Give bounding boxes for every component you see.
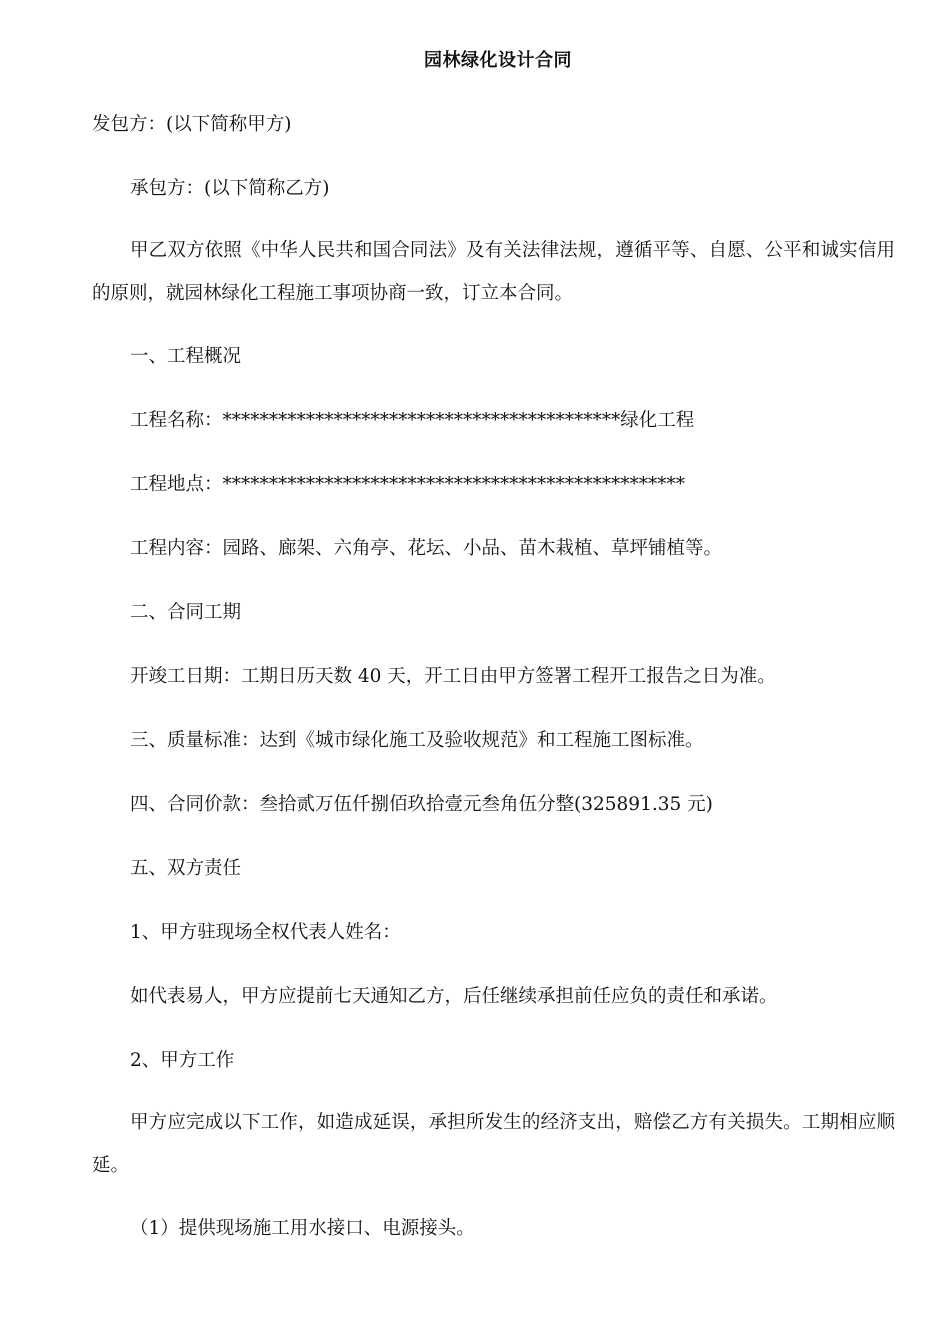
section-1-heading: 一、工程概况 (130, 346, 242, 367)
item-2-paragraph: 甲方应完成以下工作，如造成延误，承担所发生的经济支出，赔偿乙方有关损失。工期相应顺延。 (92, 1112, 895, 1176)
project-name-line: 工程名称：*******************************************绿化工程 (130, 410, 695, 431)
preamble-paragraph: 甲乙双方依照《中华人民共和国合同法》及有关法律法规，遵循平等、自愿、公平和诚实信用的原则，就园林绿化工程施工事项协商一致，订立本合同。 (92, 240, 895, 304)
party-a-line: 发包方：(以下简称甲方) (92, 114, 292, 135)
project-content-line: 工程内容：园路、廊架、六角亭、花坛、小品、苗木栽植、草坪铺植等。 (130, 538, 723, 559)
section-4-line: 四、合同价款：叁拾贰万伍仟捌佰玖拾壹元叁角伍分整(325891.35 元) (130, 794, 713, 815)
schedule-line: 开竣工日期：工期日历天数 40 天，开工日由甲方签署工程开工报告之日为准。 (130, 666, 776, 687)
document-title: 园林绿化设计合同 (424, 50, 572, 71)
section-5-heading: 五、双方责任 (130, 858, 242, 879)
party-b-line: 承包方：(以下简称乙方) (130, 178, 330, 199)
section-3-line: 三、质量标准：达到《城市绿化施工及验收规范》和工程施工图标准。 (130, 730, 704, 751)
item-2-heading: 2、甲方工作 (130, 1050, 235, 1071)
section-2-heading: 二、合同工期 (130, 602, 242, 623)
item-1-text: 如代表易人，甲方应提前七天通知乙方，后任继续承担前任应负的责任和承诺。 (130, 986, 778, 1007)
project-location-line: 工程地点：************************************************** (130, 474, 686, 495)
item-2-sub-1: （1）提供现场施工用水接口、电源接头。 (130, 1218, 475, 1239)
item-1-heading: 1、甲方驻现场全权代表人姓名： (130, 922, 401, 943)
